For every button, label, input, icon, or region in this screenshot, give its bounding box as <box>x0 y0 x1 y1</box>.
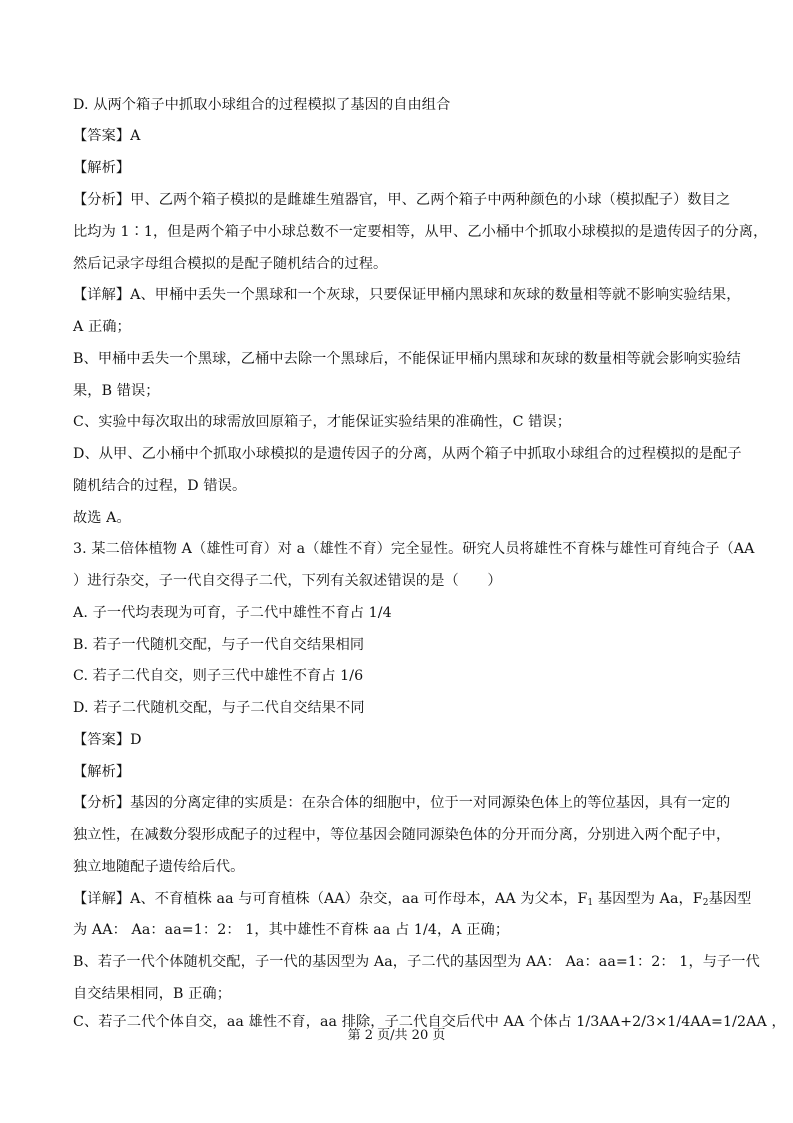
detail-text-line: C、实验中每次取出的球需放回原箱子，才能保证实验结果的准确性，C 错误； <box>73 414 572 430</box>
analysis-text-line: 【分析】基因的分离定律的实质是：在杂合体的细胞中，位于一对同源染色体上的等位基因，具有一定的 <box>73 795 731 811</box>
page-footer: 第 2 页/共 20 页 <box>347 1028 446 1043</box>
detail-text-line: C、若子二代个体自交，aa 雄性不育，aa 排除，子二代自交后代中 AA 个体占 1/3AA+2/3×1/4AA=1/2AA ， <box>73 1014 786 1030</box>
detail-text-line: B、甲桶中丢失一个黑球，乙桶中去除一个黑球后，不能保证甲桶内黑球和灰球的数量相等就会影响实验结 <box>73 351 741 367</box>
answer-label: 【答案】A <box>73 128 141 144</box>
detail-text-segment: 基因型为 Aa，F <box>593 891 703 907</box>
detail-text-line: 果，B 错误； <box>73 383 160 399</box>
analysis-text-line: 独立地随配子遗传给后代。 <box>73 859 245 875</box>
analysis-text-line: 然后记录字母组合模拟的是配子随机结合的过程。 <box>73 256 388 272</box>
analysis-text-line: 【分析】甲、乙两个箱子模拟的是雌雄生殖器官，甲、乙两个箱子中两种颜色的小球（模拟配子）数目之 <box>73 192 731 208</box>
question-3-option-c: C. 若子二代自交，则子三代中雄性不育占 1/6 <box>73 668 364 684</box>
detail-text-line: A 正确； <box>73 319 131 335</box>
subscript-f2: 2 <box>702 898 709 908</box>
question-3-stem: ）进行杂交，子一代自交得子二代，下列有关叙述错误的是（ ） <box>73 573 502 589</box>
analysis-text-line: 独立性，在减数分裂形成配子的过程中，等位基因会随同源染色体的分开而分离，分别进入两个配子中， <box>73 827 731 843</box>
detail-text-line: B、若子一代个体随机交配，子一代的基因型为 Aa，子二代的基因型为 AA： Aa：aa=1：2： 1，与子一代 <box>73 954 760 970</box>
detail-text-line: 为 AA： Aa：aa=1：2： 1，其中雄性不育株 aa 占 1/4，A 正确； <box>73 922 510 938</box>
option-d-previous: D. 从两个箱子中抓取小球组合的过程模拟了基因的自由组合 <box>73 97 451 113</box>
analysis-text-line: 比均为 1∶1，但是两个箱子中小球总数不一定要相等，从甲、乙小桶中个抓取小球模拟的是遗传因子的分离， <box>73 224 768 240</box>
question-3-option-d: D. 若子二代随机交配，与子二代自交结果不同 <box>73 700 365 716</box>
analysis-heading: 【解析】 <box>73 764 131 780</box>
analysis-heading: 【解析】 <box>73 160 131 176</box>
subscript-f1: 1 <box>587 898 594 908</box>
detail-text-segment: 基因型 <box>708 891 752 907</box>
detail-text-line: 随机结合的过程，D 错误。 <box>73 478 247 494</box>
answer-label: 【答案】D <box>73 732 142 748</box>
detail-text-line <box>73 889 752 909</box>
detail-text-line: 【详解】A、甲桶中丢失一个黑球和一个灰球，只要保证甲桶内黑球和灰球的数量相等就不影响实验结果， <box>73 287 741 303</box>
question-3-stem: 3. 某二倍体植物 A（雄性可育）对 a（雄性不育）完全显性。研究人员将雄性不育株与雄性可育纯合子（AA <box>73 541 755 557</box>
detail-text-line: D、从甲、乙小桶中个抓取小球模拟的是遗传因子的分离，从两个箱子中抓取小球组合的过程模拟的是配子 <box>73 446 742 462</box>
conclusion-line: 故选 A。 <box>73 510 131 526</box>
detail-text-line: 自交结果相同，B 正确； <box>73 986 232 1002</box>
detail-text-segment: 【详解】A、不育植株 aa 与可育植株（AA）杂交，aa 可作母本，AA 为父本，F <box>73 891 588 907</box>
question-3-option-b: B. 若子一代随机交配，与子一代自交结果相同 <box>73 637 365 653</box>
question-3-option-a: A. 子一代均表现为可育，子二代中雄性不育占 1/4 <box>73 605 392 621</box>
